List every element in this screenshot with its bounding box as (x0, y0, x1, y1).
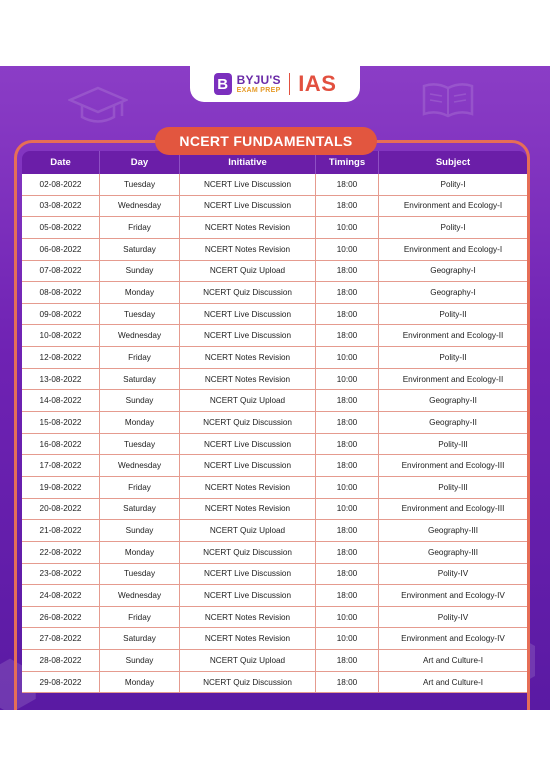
page-title: NCERT FUNDAMENTALS (155, 127, 377, 155)
table-cell-initiative: NCERT Notes Revision (180, 607, 316, 628)
table-cell-date: 20-08-2022 (22, 499, 100, 520)
table-cell-subject: Art and Culture-I (422, 655, 484, 665)
table-cell-subject: Polity-I (440, 179, 466, 189)
table-cell-subject: Polity-IV (437, 612, 469, 622)
graduation-cap-icon (68, 84, 128, 128)
table-cell-date: 21-08-2022 (22, 520, 100, 541)
table-cell-timings: 10:00 (316, 347, 379, 368)
table-cell-day: Monday (100, 282, 180, 303)
table-row (22, 542, 527, 564)
table-cell-date: 13-08-2022 (22, 369, 100, 390)
table-cell-initiative: NCERT Live Discussion (180, 196, 316, 217)
table-cell-date: 10-08-2022 (22, 325, 100, 346)
table-cell-day: Friday (100, 607, 180, 628)
table-cell-date: 15-08-2022 (22, 412, 100, 433)
table-cell-initiative: NCERT Notes Revision (180, 369, 316, 390)
table-cell-date: 24-08-2022 (22, 585, 100, 606)
table-cell-subject: Polity-IV (437, 569, 469, 579)
table-cell-initiative: NCERT Notes Revision (180, 477, 316, 498)
table-cell-initiative: NCERT Quiz Discussion (180, 282, 316, 303)
table-cell-day: Wednesday (100, 585, 180, 606)
table-cell-timings: 18:00 (316, 520, 379, 541)
table-cell-subject: Environment and Ecology-IV (401, 590, 505, 600)
table-cell-initiative: NCERT Live Discussion (180, 304, 316, 325)
table-cell-timings: 10:00 (316, 217, 379, 238)
table-cell-date: 29-08-2022 (22, 672, 100, 693)
table-row (22, 325, 527, 347)
table-cell-subject: Art and Culture-I (422, 677, 484, 687)
table-body (22, 174, 527, 693)
table-cell-subject: Environment and Ecology-III (401, 504, 505, 514)
logo-divider (289, 73, 291, 95)
table-cell-timings: 18:00 (316, 390, 379, 411)
table-cell-day: Wednesday (100, 325, 180, 346)
table-cell-timings: 18:00 (316, 672, 379, 693)
table-cell-timings: 10:00 (316, 607, 379, 628)
table-cell-day: Monday (100, 412, 180, 433)
table-cell-initiative: NCERT Live Discussion (180, 325, 316, 346)
table-cell-initiative: NCERT Notes Revision (180, 499, 316, 520)
table-cell-date: 07-08-2022 (22, 261, 100, 282)
table-cell-initiative: NCERT Quiz Discussion (180, 412, 316, 433)
table-row (22, 477, 527, 499)
column-header-timings: Timings (316, 151, 379, 174)
table-cell-day: Monday (100, 672, 180, 693)
table-cell-day: Sunday (100, 261, 180, 282)
table-cell-subject: Geography-III (427, 547, 479, 557)
table-cell-timings: 10:00 (316, 369, 379, 390)
table-row (22, 390, 527, 412)
table-cell-day: Tuesday (100, 304, 180, 325)
table-row (22, 412, 527, 434)
table-cell-timings: 18:00 (316, 282, 379, 303)
table-cell-timings: 18:00 (316, 261, 379, 282)
table-row (22, 304, 527, 326)
table-row (22, 672, 527, 694)
table-cell-day: Tuesday (100, 174, 180, 195)
table-cell-day: Friday (100, 347, 180, 368)
table-cell-initiative: NCERT Notes Revision (180, 217, 316, 238)
table-cell-day: Sunday (100, 650, 180, 671)
table-cell-subject: Environment and Ecology-IV (401, 634, 505, 644)
table-row (22, 261, 527, 283)
table-cell-subject: Polity-III (438, 482, 468, 492)
column-header-subject: Subject (435, 157, 471, 168)
table-cell-initiative: NCERT Live Discussion (180, 585, 316, 606)
table-cell-date: 14-08-2022 (22, 390, 100, 411)
table-cell-date: 16-08-2022 (22, 434, 100, 455)
table-row (22, 434, 527, 456)
table-cell-timings: 18:00 (316, 434, 379, 455)
table-cell-date: 08-08-2022 (22, 282, 100, 303)
table-cell-timings: 10:00 (316, 477, 379, 498)
table-cell-date: 06-08-2022 (22, 239, 100, 260)
table-cell-initiative: NCERT Notes Revision (180, 239, 316, 260)
table-cell-day: Sunday (100, 390, 180, 411)
table-cell-day: Sunday (100, 520, 180, 541)
table-cell-timings: 10:00 (316, 499, 379, 520)
table-cell-day: Saturday (100, 499, 180, 520)
table-row (22, 650, 527, 672)
table-cell-day: Monday (100, 542, 180, 563)
column-header-day: Day (100, 151, 180, 174)
table-row (22, 174, 527, 196)
table-cell-timings: 18:00 (316, 174, 379, 195)
brand-subtitle: EXAM PREP (236, 87, 281, 94)
table-cell-subject: Geography-I (430, 266, 476, 276)
table-cell-subject: Polity-III (438, 439, 468, 449)
table-cell-timings: 18:00 (316, 412, 379, 433)
table-cell-date: 09-08-2022 (22, 304, 100, 325)
brand-logo[interactable] (190, 66, 360, 102)
table-cell-timings: 18:00 (316, 304, 379, 325)
byjus-logo-icon: B (214, 73, 232, 95)
table-cell-initiative: NCERT Quiz Discussion (180, 542, 316, 563)
table-cell-subject: Environment and Ecology-I (403, 244, 503, 254)
table-cell-subject: Environment and Ecology-II (402, 331, 504, 341)
table-row (22, 217, 527, 239)
table-cell-day: Tuesday (100, 564, 180, 585)
table-cell-initiative: NCERT Quiz Upload (180, 390, 316, 411)
table-cell-subject: Geography-III (427, 526, 479, 536)
table-cell-initiative: NCERT Notes Revision (180, 628, 316, 649)
table-row (22, 369, 527, 391)
table-cell-subject: Geography-II (429, 417, 477, 427)
table-cell-timings: 18:00 (316, 455, 379, 476)
table-cell-timings: 18:00 (316, 325, 379, 346)
table-cell-day: Wednesday (100, 455, 180, 476)
brand-name: BYJU'S (236, 73, 281, 87)
table-cell-timings: 10:00 (316, 628, 379, 649)
table-cell-date: 26-08-2022 (22, 607, 100, 628)
schedule-table (22, 151, 527, 693)
table-cell-timings: 18:00 (316, 585, 379, 606)
table-cell-initiative: NCERT Quiz Discussion (180, 672, 316, 693)
table-cell-subject: Environment and Ecology-I (403, 201, 503, 211)
table-cell-subject: Environment and Ecology-II (402, 374, 504, 384)
table-cell-initiative: NCERT Live Discussion (180, 174, 316, 195)
table-cell-date: 19-08-2022 (22, 477, 100, 498)
table-cell-day: Friday (100, 217, 180, 238)
table-cell-date: 22-08-2022 (22, 542, 100, 563)
table-cell-subject: Polity-II (439, 352, 467, 362)
table-cell-initiative: NCERT Live Discussion (180, 455, 316, 476)
table-cell-date: 17-08-2022 (22, 455, 100, 476)
table-cell-initiative: NCERT Live Discussion (180, 564, 316, 585)
table-row (22, 347, 527, 369)
table-cell-timings: 10:00 (316, 239, 379, 260)
table-cell-timings: 18:00 (316, 542, 379, 563)
table-cell-date: 12-08-2022 (22, 347, 100, 368)
open-book-icon (420, 80, 476, 120)
table-row (22, 607, 527, 629)
table-cell-subject: Environment and Ecology-III (401, 461, 505, 471)
table-row (22, 628, 527, 650)
table-cell-day: Saturday (100, 369, 180, 390)
table-cell-day: Saturday (100, 239, 180, 260)
table-cell-initiative: NCERT Quiz Upload (180, 261, 316, 282)
table-cell-day: Wednesday (100, 196, 180, 217)
table-cell-day: Friday (100, 477, 180, 498)
table-cell-subject: Geography-I (430, 288, 476, 298)
table-cell-timings: 18:00 (316, 650, 379, 671)
table-cell-date: 03-08-2022 (22, 196, 100, 217)
column-header-initiative: Initiative (180, 151, 316, 174)
brand-wordmark (237, 74, 281, 94)
table-cell-date: 27-08-2022 (22, 628, 100, 649)
table-row (22, 520, 527, 542)
table-cell-subject: Polity-II (439, 309, 467, 319)
brand-ias: IAS (298, 71, 337, 96)
table-cell-date: 02-08-2022 (22, 174, 100, 195)
table-row (22, 196, 527, 218)
column-header-date: Date (22, 151, 100, 174)
table-cell-initiative: NCERT Quiz Upload (180, 520, 316, 541)
table-cell-initiative: NCERT Notes Revision (180, 347, 316, 368)
table-cell-date: 28-08-2022 (22, 650, 100, 671)
table-row (22, 564, 527, 586)
table-cell-timings: 18:00 (316, 564, 379, 585)
table-row (22, 585, 527, 607)
table-row (22, 282, 527, 304)
table-cell-day: Tuesday (100, 434, 180, 455)
table-row (22, 499, 527, 521)
table-cell-day: Saturday (100, 628, 180, 649)
table-cell-subject: Geography-II (429, 396, 477, 406)
table-row (22, 239, 527, 261)
table-cell-subject: Polity-I (440, 223, 466, 233)
table-cell-timings: 18:00 (316, 196, 379, 217)
table-cell-date: 23-08-2022 (22, 564, 100, 585)
table-cell-date: 05-08-2022 (22, 217, 100, 238)
table-cell-initiative: NCERT Live Discussion (180, 434, 316, 455)
table-cell-initiative: NCERT Quiz Upload (180, 650, 316, 671)
table-row (22, 455, 527, 477)
